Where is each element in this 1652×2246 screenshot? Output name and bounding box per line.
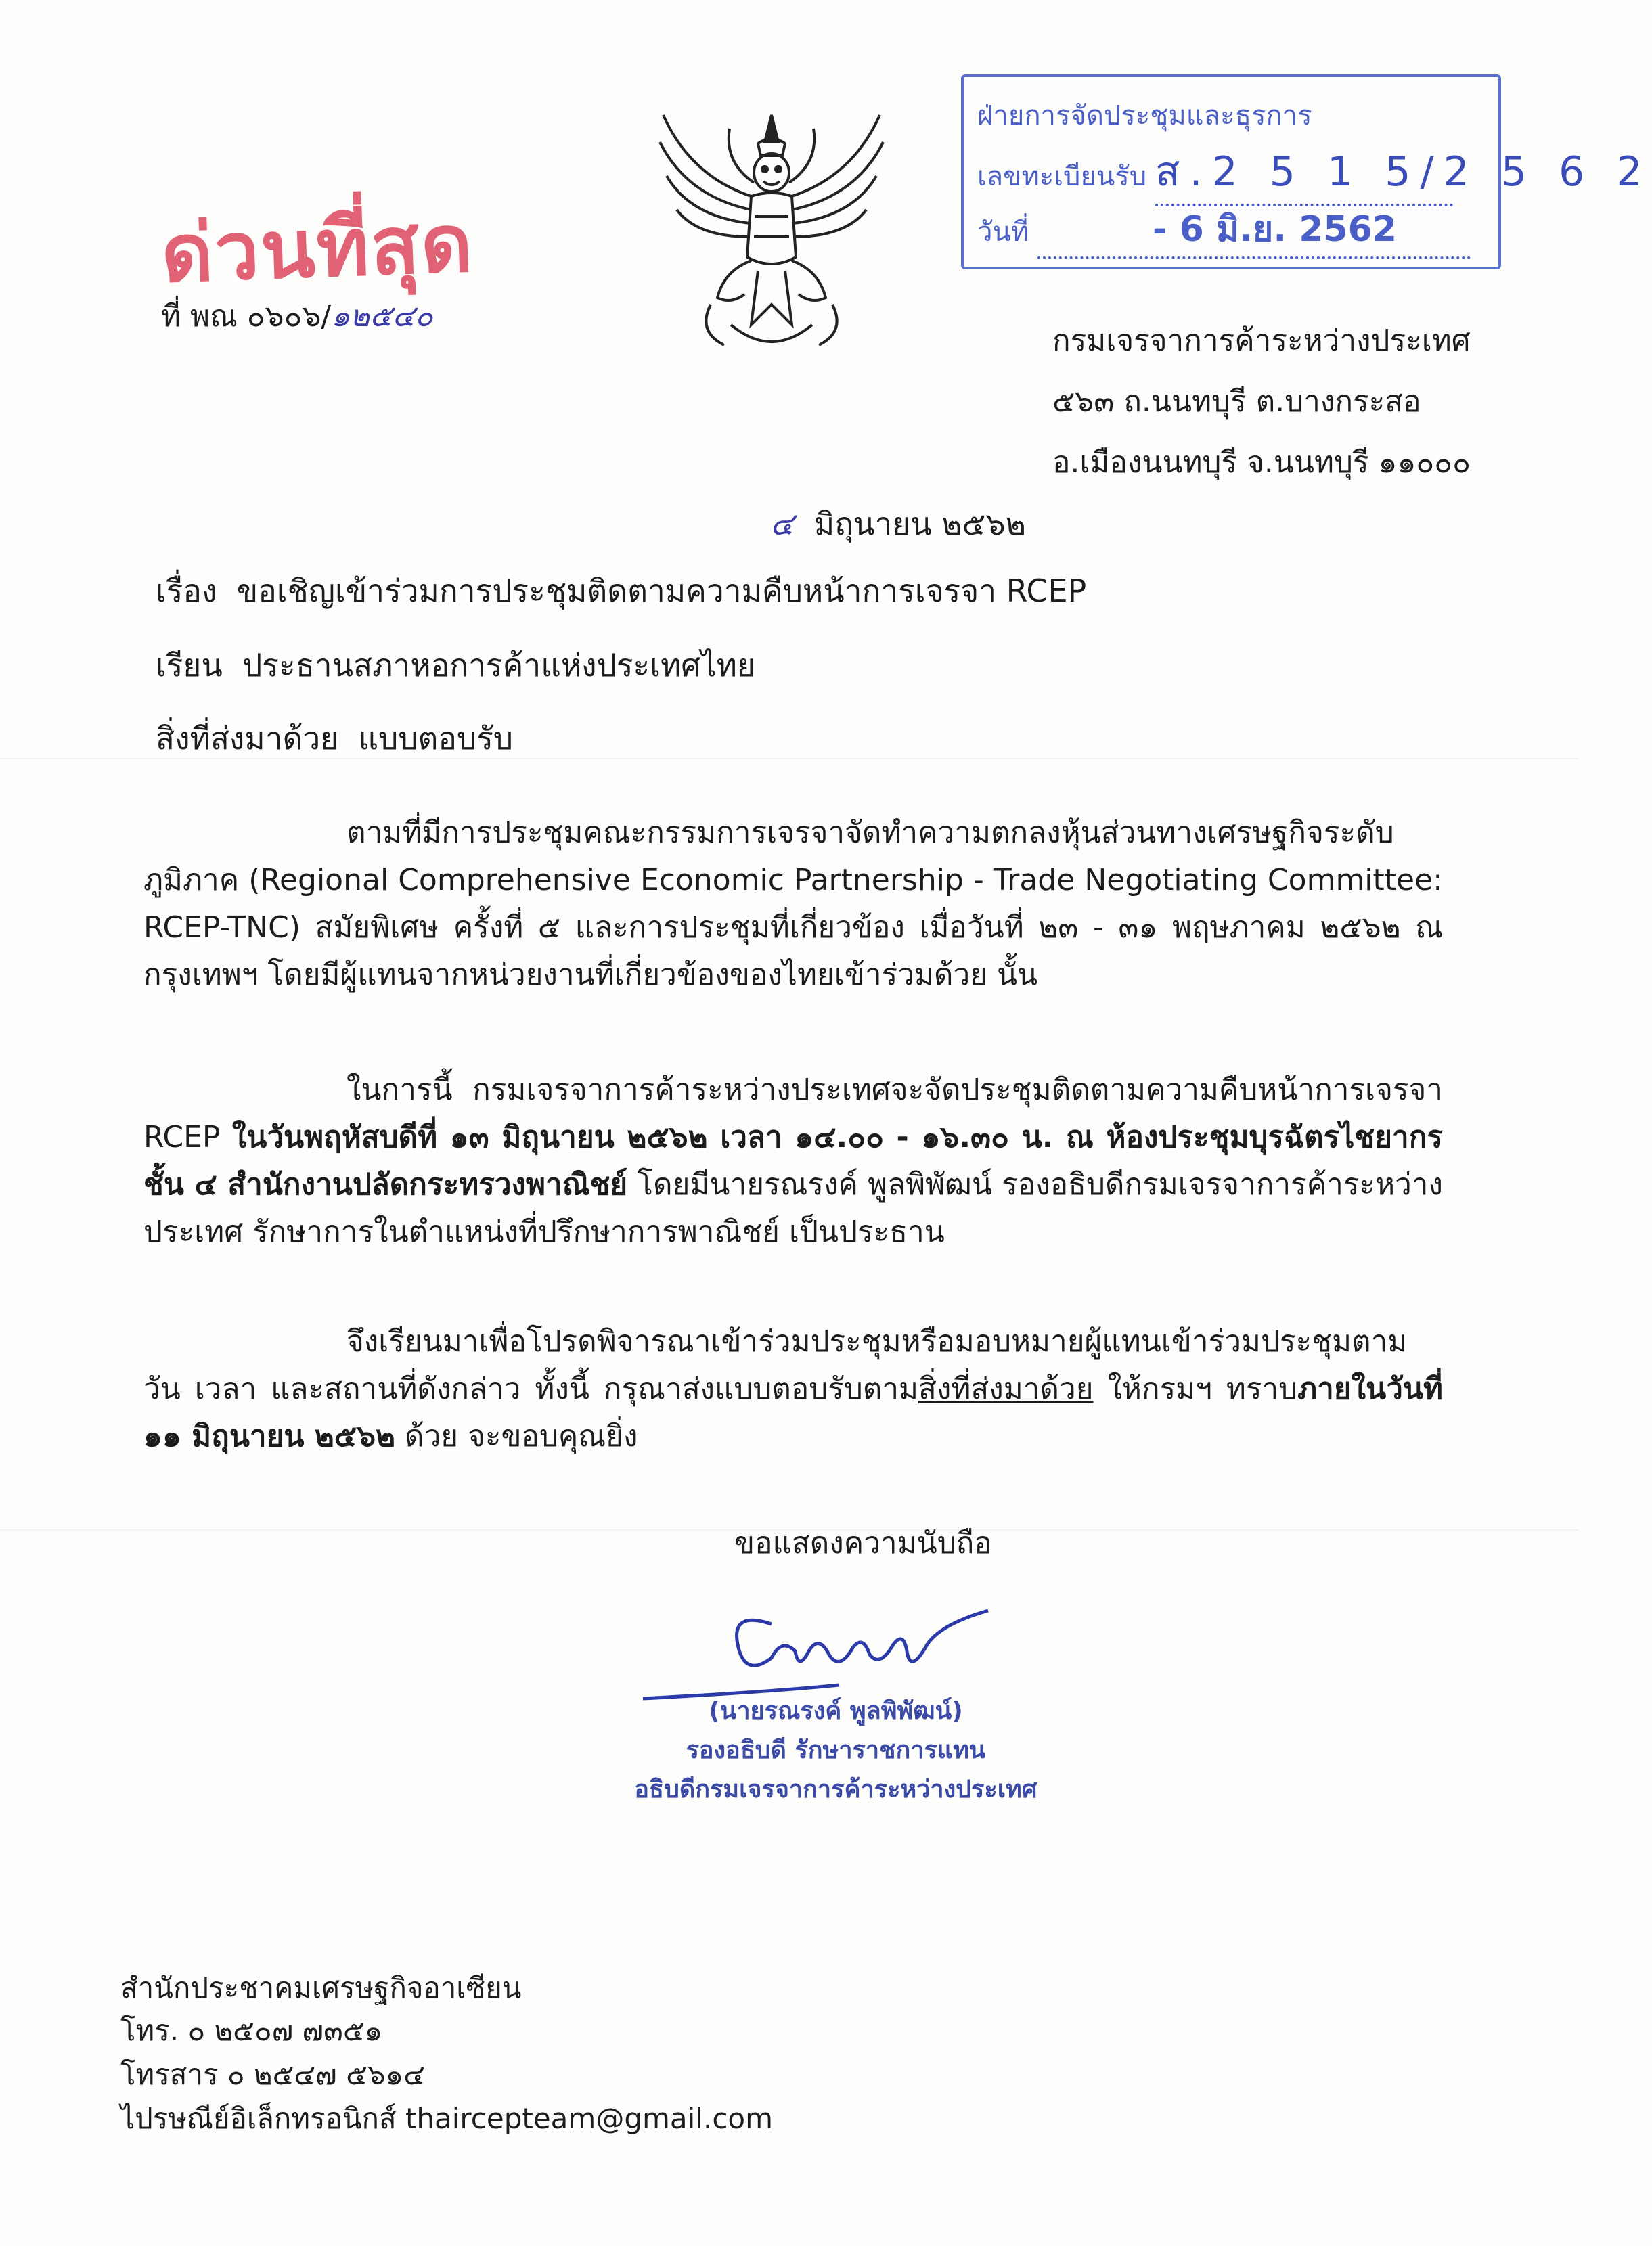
registration-line — [1155, 139, 1652, 206]
paragraph-2-chair: โดยมีนายรณรงค์ พูลพิพัฒน์ รองอธิบดีกรมเจรจาการค้าระหว่างประเทศ รักษาการในตำแหน่งที่ปรึกษาการพาณิชย์ เป็นประธาน — [143, 1167, 1443, 1249]
sender-line-2: ๕๖๓ ถ.นนทบุรี ต.บางกระสอ — [1052, 384, 1421, 419]
paragraph-2-intro: ในการนี้ กรมเจรจาการค้าระหว่างประเทศจะจัดประชุมติดตามความคืบหน้าการเจรจา RCEP — [143, 1073, 1443, 1154]
subject-label: เรื่อง — [156, 572, 217, 609]
urgent-stamp: ด่วนที่สุด — [159, 196, 476, 301]
date-label: วันที่ — [977, 217, 1029, 248]
paragraph-3-notify: ให้กรมฯ ทราบ — [1093, 1372, 1298, 1406]
date-line — [1037, 200, 1471, 259]
reference-number — [161, 292, 433, 340]
paragraph-3-request: จึงเรียนมาเพื่อโปรดพิจารณาเข้าร่วมประชุมหรือมอบหมายผู้แทนเข้าร่วมประชุมตามวัน เวลา และสถานที่ดังกล่าว ทั้งนี้ กรุณาส่งแบบตอบรับตาม — [143, 1324, 1408, 1406]
subject-text: ขอเชิญเข้าร่วมการประชุมติดตามความคืบหน้าการเจรจา RCEP — [236, 572, 1087, 609]
receipt-stamp-unit: ฝ่ายการจัดประชุมและธุรการ — [977, 100, 1312, 131]
date-day-handwritten: ๔ — [770, 506, 794, 542]
footer-email: ไปรษณีย์อิเล็กทรอนิกส์ thaircepteam@gmail.com — [120, 2102, 774, 2135]
enclosure-text: แบบตอบรับ — [358, 720, 514, 757]
handwritten-signature — [636, 1597, 1002, 1705]
registration-label: เลขทะเบียนรับ — [977, 161, 1147, 192]
reference-handwritten: ๑๒๕๔๐ — [331, 299, 433, 334]
body-paragraph-1: ตามที่มีการประชุมคณะกรรมการเจรจาจัดทำความตกลงหุ้นส่วนทางเศรษฐกิจระดับภูมิภาค (Regional Comprehensive Economic Partnership - Trade Negotiating Committee: RCEP-TNC) สมัยพิเศษ ครั้งที่ ๕ และการประชุมที่เกี่ยวข้อง เมื่อวันที่ ๒๓ - ๓๑ พฤษภาคม ๒๕๖๒ ณ กรุงเทพฯ โดยมีผู้แทนจากหน่วยงานที่เกี่ยวข้องของไทยเข้าร่วมด้วย นั้น — [143, 815, 1443, 992]
reference-prefix: ที่ พณ ๐๖๐๖/ — [161, 299, 332, 334]
recipient-label: เรียน — [156, 647, 223, 683]
paragraph-3-thanks: ด้วย จะขอบคุณยิ่ง — [395, 1419, 638, 1454]
meeting-details: ในวันพฤหัสบดีที่ ๑๓ มิถุนายน ๒๕๖๒ เวลา ๑๔.๐๐ - ๑๖.๓๐ น. ณ ห้องประชุมบุรฉัตรไชยากร ชั้น ๔ สำนักงานปลัดกระทรวงพาณิชย์ — [143, 1120, 1443, 1202]
footer-fax: โทรสาร ๐ ๒๕๔๗ ๕๖๑๔ — [120, 2058, 426, 2091]
signature-block — [626, 1692, 1046, 1810]
reply-deadline: ภายในวันที่ ๑๑ มิถุนายน ๒๕๖๒ — [143, 1372, 1443, 1454]
enclosure-line — [156, 720, 513, 757]
receipt-stamp — [961, 74, 1652, 269]
body-paragraph-3 — [143, 1318, 1443, 1460]
date-month-year: มิถุนายน ๒๕๖๒ — [813, 506, 1026, 542]
sender-line-1: กรมเจรจาการค้าระหว่างประเทศ — [1052, 323, 1471, 358]
signatory-position-1: รองอธิบดี รักษาราชการแทน — [686, 1736, 986, 1764]
fold-line — [0, 758, 1579, 759]
signatory-position-2: อธิบดีกรมเจรจาการค้าระหว่างประเทศ — [634, 1776, 1037, 1803]
subject-line — [156, 572, 1086, 610]
recipient-line — [156, 647, 755, 684]
footer-phone: โทร. ๐ ๒๕๐๗ ๗๓๕๑ — [120, 2014, 383, 2047]
garuda-emblem-icon — [650, 102, 893, 372]
receipt-stamp-date — [977, 200, 1471, 259]
receipt-stamp-registration — [977, 139, 1652, 206]
letter-date — [770, 499, 1026, 549]
received-date: - 6 มิ.ย. 2562 — [1152, 209, 1397, 250]
recipient-text: ประธานสภาหอการค้าแห่งประเทศไทย — [242, 647, 755, 683]
enclosure-reference: สิ่งที่ส่งมาด้วย — [918, 1372, 1094, 1406]
registration-number: ส.2 5 1 5/2 5 6 2 — [1155, 148, 1652, 196]
footer-office: สำนักประชาคมเศรษฐกิจอาเซียน — [120, 1971, 522, 2004]
enclosure-label: สิ่งที่ส่งมาด้วย — [156, 720, 339, 757]
closing-phrase: ขอแสดงความนับถือ — [734, 1526, 992, 1560]
signatory-name: (นายรณรงค์ พูลพิพัฒน์) — [709, 1697, 963, 1725]
sender-line-3: อ.เมืองนนทบุรี จ.นนทบุรี ๑๑๐๐๐ — [1052, 445, 1471, 480]
body-paragraph-2 — [143, 1066, 1443, 1256]
